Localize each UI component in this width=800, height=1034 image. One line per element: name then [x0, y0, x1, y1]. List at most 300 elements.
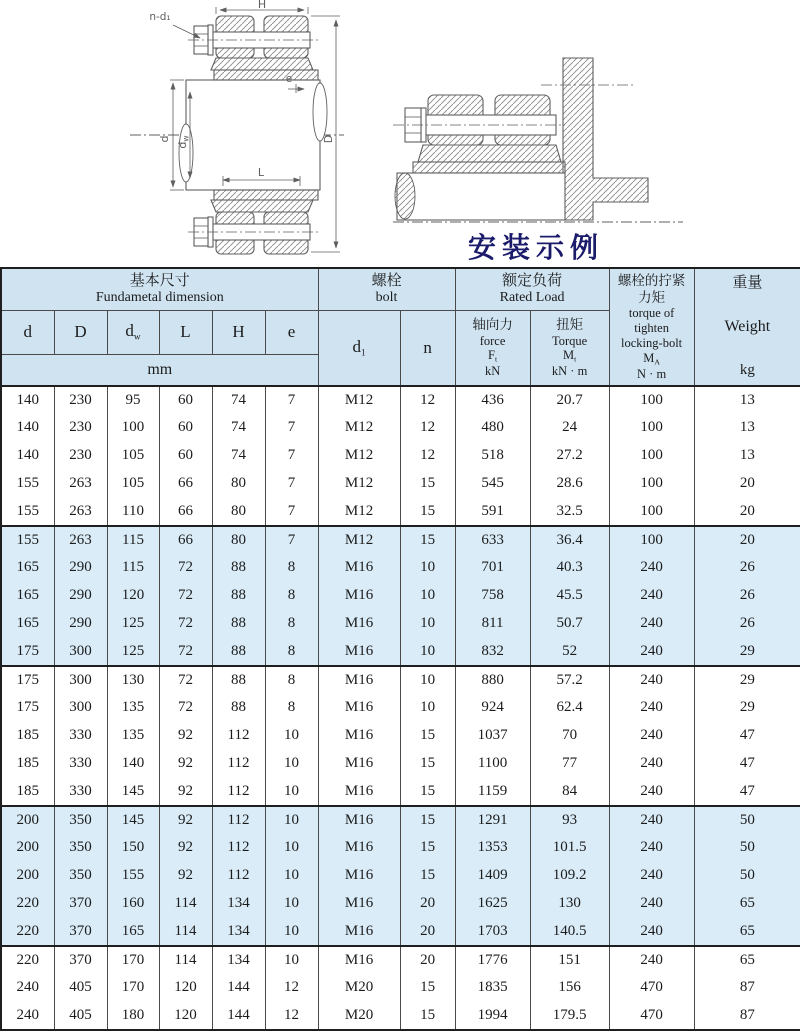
- table-cell: 92: [159, 750, 212, 778]
- table-cell: 230: [54, 414, 107, 442]
- table-cell: 13: [694, 386, 800, 414]
- table-cell: 436: [455, 386, 530, 414]
- table-cell: 240: [1, 1002, 54, 1030]
- table-cell: 80: [212, 498, 265, 526]
- table-cell: 112: [212, 722, 265, 750]
- table-cell: 87: [694, 1002, 800, 1030]
- table-cell: M12: [318, 498, 400, 526]
- header-col-torque: 扭矩 Torque $M_t$ kN · m: [530, 310, 609, 386]
- dim-label-e: e: [285, 73, 293, 85]
- table-cell: 880: [455, 666, 530, 694]
- table-cell: 93: [530, 806, 609, 834]
- table-row: [1, 834, 800, 862]
- table-cell: 170: [107, 974, 159, 1002]
- table-cell: 1625: [455, 890, 530, 918]
- table-cell: 26: [694, 610, 800, 638]
- table-cell: 10: [265, 890, 318, 918]
- table-cell: 240: [609, 554, 694, 582]
- table-row: [1, 750, 800, 778]
- table-cell: M20: [318, 974, 400, 1002]
- table-row: [1, 470, 800, 498]
- drawing-area: [0, 0, 800, 267]
- table-cell: 15: [400, 750, 455, 778]
- table-cell: 240: [609, 862, 694, 890]
- table-cell: 105: [107, 442, 159, 470]
- table-cell: 350: [54, 806, 107, 834]
- table-cell: 65: [694, 946, 800, 974]
- bolt-assembly: [393, 95, 565, 145]
- table-cell: 185: [1, 778, 54, 806]
- table-cell: 7: [265, 498, 318, 526]
- table-cell: M16: [318, 918, 400, 946]
- table-cell: M16: [318, 722, 400, 750]
- table-row: [1, 386, 800, 414]
- table-cell: 50.7: [530, 610, 609, 638]
- table-cell: 145: [107, 806, 159, 834]
- table-cell: 66: [159, 470, 212, 498]
- table-cell: 88: [212, 582, 265, 610]
- table-cell: 20: [694, 470, 800, 498]
- table-cell: 165: [1, 582, 54, 610]
- table-cell: 92: [159, 834, 212, 862]
- table-cell: 72: [159, 554, 212, 582]
- table-row: [1, 526, 800, 554]
- table-cell: 405: [54, 974, 107, 1002]
- table-cell: 144: [212, 1002, 265, 1030]
- header-col-force: 轴向力 force $F_t$ kN: [455, 310, 530, 386]
- table-cell: 150: [107, 834, 159, 862]
- table-cell: 290: [54, 582, 107, 610]
- table-cell: M12: [318, 470, 400, 498]
- table-row: [1, 498, 800, 526]
- table-cell: 100: [609, 386, 694, 414]
- table-cell: 29: [694, 694, 800, 722]
- table-cell: M12: [318, 442, 400, 470]
- table-cell: 80: [212, 470, 265, 498]
- table-cell: 20: [694, 526, 800, 554]
- table-cell: 10: [265, 862, 318, 890]
- header-bolt: 螺栓 bolt: [318, 268, 455, 310]
- table-cell: 155: [107, 862, 159, 890]
- table-cell: 29: [694, 666, 800, 694]
- table-row: [1, 946, 800, 974]
- header-weight: 重量 Weight kg: [694, 268, 800, 386]
- table-cell: 405: [54, 1002, 107, 1030]
- table-cell: 8: [265, 610, 318, 638]
- table-cell: 92: [159, 778, 212, 806]
- table-cell: 200: [1, 806, 54, 834]
- table-cell: 240: [609, 722, 694, 750]
- table-cell: 185: [1, 750, 54, 778]
- table-cell: 135: [107, 694, 159, 722]
- table-cell: 175: [1, 638, 54, 666]
- table-cell: 179.5: [530, 1002, 609, 1030]
- table-cell: 758: [455, 582, 530, 610]
- table-cell: 26: [694, 582, 800, 610]
- table-cell: 155: [1, 498, 54, 526]
- table-cell: M16: [318, 554, 400, 582]
- table-cell: 165: [107, 918, 159, 946]
- table-cell: 518: [455, 442, 530, 470]
- table-cell: 120: [107, 582, 159, 610]
- table-cell: 8: [265, 666, 318, 694]
- table-cell: 290: [54, 610, 107, 638]
- table-cell: 240: [609, 946, 694, 974]
- table-cell: 350: [54, 862, 107, 890]
- table-cell: 112: [212, 862, 265, 890]
- table-row: [1, 890, 800, 918]
- table-cell: 12: [265, 974, 318, 1002]
- table-cell: 26: [694, 554, 800, 582]
- table-cell: 74: [212, 386, 265, 414]
- table-cell: 134: [212, 890, 265, 918]
- table-cell: M16: [318, 610, 400, 638]
- table-cell: M12: [318, 414, 400, 442]
- table-cell: 100: [609, 498, 694, 526]
- table-cell: 370: [54, 890, 107, 918]
- table-cell: 40.3: [530, 554, 609, 582]
- table-cell: 135: [107, 722, 159, 750]
- table-cell: M16: [318, 582, 400, 610]
- table-cell: M16: [318, 694, 400, 722]
- table-cell: 125: [107, 610, 159, 638]
- table-cell: M12: [318, 526, 400, 554]
- table-cell: 1409: [455, 862, 530, 890]
- table-cell: 240: [609, 610, 694, 638]
- table-cell: 109.2: [530, 862, 609, 890]
- table-cell: 15: [400, 722, 455, 750]
- table-cell: 50: [694, 806, 800, 834]
- table-cell: 10: [400, 554, 455, 582]
- table-cell: 470: [609, 974, 694, 1002]
- header-col-e: e: [265, 310, 318, 354]
- table-cell: 140.5: [530, 918, 609, 946]
- table-cell: 1291: [455, 806, 530, 834]
- table-row: [1, 442, 800, 470]
- table-cell: 240: [609, 638, 694, 666]
- install-caption: 安装示例: [468, 231, 605, 264]
- table-cell: 155: [1, 470, 54, 498]
- table-row: [1, 778, 800, 806]
- table-cell: 263: [54, 498, 107, 526]
- dim-label-L: L: [257, 166, 265, 179]
- table-cell: 101.5: [530, 834, 609, 862]
- table-cell: 140: [107, 750, 159, 778]
- table-row: [1, 862, 800, 890]
- header-col-dw: $d_w$: [107, 310, 159, 354]
- table-row: [1, 806, 800, 834]
- table-cell: 140: [1, 414, 54, 442]
- table-cell: 15: [400, 834, 455, 862]
- table-cell: 10: [400, 582, 455, 610]
- table-cell: 7: [265, 414, 318, 442]
- table-cell: 1835: [455, 974, 530, 1002]
- table-cell: 8: [265, 582, 318, 610]
- table-cell: 1776: [455, 946, 530, 974]
- table-cell: 57.2: [530, 666, 609, 694]
- table-cell: 156: [530, 974, 609, 1002]
- dim-label-d: d: [158, 135, 171, 143]
- table-cell: 1037: [455, 722, 530, 750]
- table-cell: 20: [400, 918, 455, 946]
- table-cell: 95: [107, 386, 159, 414]
- table-cell: 175: [1, 666, 54, 694]
- table-cell: 92: [159, 722, 212, 750]
- table-cell: 72: [159, 666, 212, 694]
- table-row: [1, 722, 800, 750]
- header-col-D: D: [54, 310, 107, 354]
- spec-table-header: [1, 268, 800, 386]
- table-cell: 155: [1, 526, 54, 554]
- table-cell: 47: [694, 750, 800, 778]
- table-cell: 130: [107, 666, 159, 694]
- table-cell: 70: [530, 722, 609, 750]
- table-cell: 130: [530, 890, 609, 918]
- table-cell: 29: [694, 638, 800, 666]
- table-cell: M16: [318, 890, 400, 918]
- table-cell: M16: [318, 946, 400, 974]
- table-cell: 77: [530, 750, 609, 778]
- table-cell: 240: [609, 890, 694, 918]
- table-cell: 1159: [455, 778, 530, 806]
- table-cell: 87: [694, 974, 800, 1002]
- table-cell: 134: [212, 946, 265, 974]
- table-cell: 470: [609, 1002, 694, 1030]
- table-cell: 88: [212, 554, 265, 582]
- header-col-n: n: [400, 310, 455, 386]
- table-cell: 240: [1, 974, 54, 1002]
- table-cell: 240: [609, 806, 694, 834]
- table-cell: 220: [1, 918, 54, 946]
- table-cell: 10: [265, 946, 318, 974]
- table-cell: 230: [54, 442, 107, 470]
- table-cell: 701: [455, 554, 530, 582]
- table-cell: 72: [159, 694, 212, 722]
- table-cell: 114: [159, 946, 212, 974]
- table-cell: 300: [54, 666, 107, 694]
- table-cell: 10: [265, 778, 318, 806]
- table-cell: 60: [159, 442, 212, 470]
- table-row: [1, 666, 800, 694]
- shaft-cylinder: [179, 80, 327, 190]
- table-cell: M16: [318, 666, 400, 694]
- header-basic-dimension: 基本尺寸 Fundametal dimension: [1, 268, 318, 310]
- table-cell: 1994: [455, 1002, 530, 1030]
- table-cell: 13: [694, 442, 800, 470]
- table-row: [1, 610, 800, 638]
- table-cell: 350: [54, 834, 107, 862]
- table-cell: 924: [455, 694, 530, 722]
- table-cell: 145: [107, 778, 159, 806]
- table-cell: 12: [400, 386, 455, 414]
- table-cell: 220: [1, 890, 54, 918]
- table-cell: 115: [107, 526, 159, 554]
- table-cell: 165: [1, 610, 54, 638]
- table-cell: 88: [212, 638, 265, 666]
- table-cell: 15: [400, 806, 455, 834]
- table-cell: 15: [400, 498, 455, 526]
- table-cell: 20.7: [530, 386, 609, 414]
- table-cell: 290: [54, 554, 107, 582]
- table-cell: 330: [54, 750, 107, 778]
- dim-label-dw: $d_w$: [176, 135, 191, 149]
- table-cell: 8: [265, 638, 318, 666]
- table-cell: 80: [212, 526, 265, 554]
- table-cell: 100: [107, 414, 159, 442]
- table-cell: 591: [455, 498, 530, 526]
- table-cell: 50: [694, 834, 800, 862]
- table-cell: 20: [694, 498, 800, 526]
- table-cell: 10: [265, 750, 318, 778]
- table-cell: 72: [159, 582, 212, 610]
- table-cell: 370: [54, 946, 107, 974]
- table-cell: 1100: [455, 750, 530, 778]
- table-cell: 263: [54, 470, 107, 498]
- table-cell: 52: [530, 638, 609, 666]
- header-col-d: d: [1, 310, 54, 354]
- table-cell: 151: [530, 946, 609, 974]
- table-cell: 480: [455, 414, 530, 442]
- table-cell: 32.5: [530, 498, 609, 526]
- table-cell: 112: [212, 778, 265, 806]
- table-cell: 10: [265, 918, 318, 946]
- header-col-L: L: [159, 310, 212, 354]
- dim-label-D: D: [322, 134, 335, 144]
- table-row: [1, 414, 800, 442]
- coupling-section-drawing: [128, 0, 398, 267]
- table-cell: 170: [107, 946, 159, 974]
- spec-table: [0, 267, 800, 1031]
- table-cell: 100: [609, 414, 694, 442]
- table-cell: 27.2: [530, 442, 609, 470]
- top-bolt-assembly: [188, 16, 320, 80]
- table-cell: 114: [159, 890, 212, 918]
- table-cell: 15: [400, 974, 455, 1002]
- table-cell: 1353: [455, 834, 530, 862]
- table-cell: 240: [609, 750, 694, 778]
- table-cell: 115: [107, 554, 159, 582]
- table-cell: 140: [1, 442, 54, 470]
- table-cell: 7: [265, 526, 318, 554]
- table-cell: 8: [265, 554, 318, 582]
- table-cell: 105: [107, 470, 159, 498]
- table-cell: M16: [318, 638, 400, 666]
- header-unit-mm: mm: [1, 354, 318, 386]
- table-cell: 240: [609, 918, 694, 946]
- table-row: [1, 638, 800, 666]
- table-cell: 125: [107, 638, 159, 666]
- table-cell: 240: [609, 778, 694, 806]
- table-row: [1, 554, 800, 582]
- table-cell: M16: [318, 862, 400, 890]
- table-cell: M16: [318, 806, 400, 834]
- table-cell: 175: [1, 694, 54, 722]
- table-cell: 114: [159, 918, 212, 946]
- table-cell: 240: [609, 582, 694, 610]
- table-cell: 7: [265, 442, 318, 470]
- table-cell: 36.4: [530, 526, 609, 554]
- table-cell: 20: [400, 890, 455, 918]
- table-cell: 10: [400, 666, 455, 694]
- table-cell: 300: [54, 694, 107, 722]
- table-cell: 7: [265, 386, 318, 414]
- header-locking-torque: 螺栓的拧紧 力矩 torque of tighten locking-bolt $M_A$ N · m: [609, 268, 694, 386]
- table-cell: 165: [1, 554, 54, 582]
- table-cell: 66: [159, 498, 212, 526]
- table-cell: M16: [318, 778, 400, 806]
- header-rated-load: 额定负荷 Rated Load: [455, 268, 609, 310]
- table-cell: 330: [54, 722, 107, 750]
- table-cell: 100: [609, 526, 694, 554]
- table-row: [1, 918, 800, 946]
- table-cell: 545: [455, 470, 530, 498]
- table-cell: 370: [54, 918, 107, 946]
- table-cell: 92: [159, 862, 212, 890]
- table-cell: 15: [400, 1002, 455, 1030]
- table-cell: 100: [609, 470, 694, 498]
- table-cell: 88: [212, 694, 265, 722]
- table-cell: 15: [400, 470, 455, 498]
- table-cell: 20: [400, 946, 455, 974]
- table-cell: 10: [265, 722, 318, 750]
- mounting-wall: [563, 58, 648, 220]
- table-cell: 15: [400, 862, 455, 890]
- table-cell: 832: [455, 638, 530, 666]
- sleeve-collar: [413, 145, 565, 173]
- table-cell: 10: [400, 694, 455, 722]
- table-cell: 74: [212, 414, 265, 442]
- header-col-H: H: [212, 310, 265, 354]
- table-cell: 50: [694, 862, 800, 890]
- table-cell: 88: [212, 666, 265, 694]
- table-cell: M20: [318, 1002, 400, 1030]
- dim-label-n-d1: n-d₁: [149, 11, 171, 23]
- table-cell: 13: [694, 414, 800, 442]
- table-cell: 144: [212, 974, 265, 1002]
- table-row: [1, 582, 800, 610]
- table-cell: 45.5: [530, 582, 609, 610]
- table-cell: 24: [530, 414, 609, 442]
- table-cell: 230: [54, 386, 107, 414]
- table-cell: 112: [212, 806, 265, 834]
- table-cell: 100: [609, 442, 694, 470]
- table-cell: 120: [159, 974, 212, 1002]
- table-cell: 12: [400, 442, 455, 470]
- table-row: [1, 694, 800, 722]
- table-cell: 110: [107, 498, 159, 526]
- table-cell: 140: [1, 386, 54, 414]
- table-cell: 65: [694, 918, 800, 946]
- table-cell: 633: [455, 526, 530, 554]
- table-cell: 28.6: [530, 470, 609, 498]
- table-cell: 300: [54, 638, 107, 666]
- table-cell: M16: [318, 750, 400, 778]
- table-row: [1, 1002, 800, 1030]
- table-cell: 10: [265, 834, 318, 862]
- table-cell: 7: [265, 470, 318, 498]
- table-cell: 185: [1, 722, 54, 750]
- table-cell: 8: [265, 694, 318, 722]
- table-cell: 66: [159, 526, 212, 554]
- table-cell: 62.4: [530, 694, 609, 722]
- dim-label-H: H: [257, 0, 267, 11]
- table-cell: 220: [1, 946, 54, 974]
- table-cell: 15: [400, 778, 455, 806]
- table-cell: 65: [694, 890, 800, 918]
- table-cell: 112: [212, 834, 265, 862]
- table-cell: 60: [159, 386, 212, 414]
- table-cell: 240: [609, 694, 694, 722]
